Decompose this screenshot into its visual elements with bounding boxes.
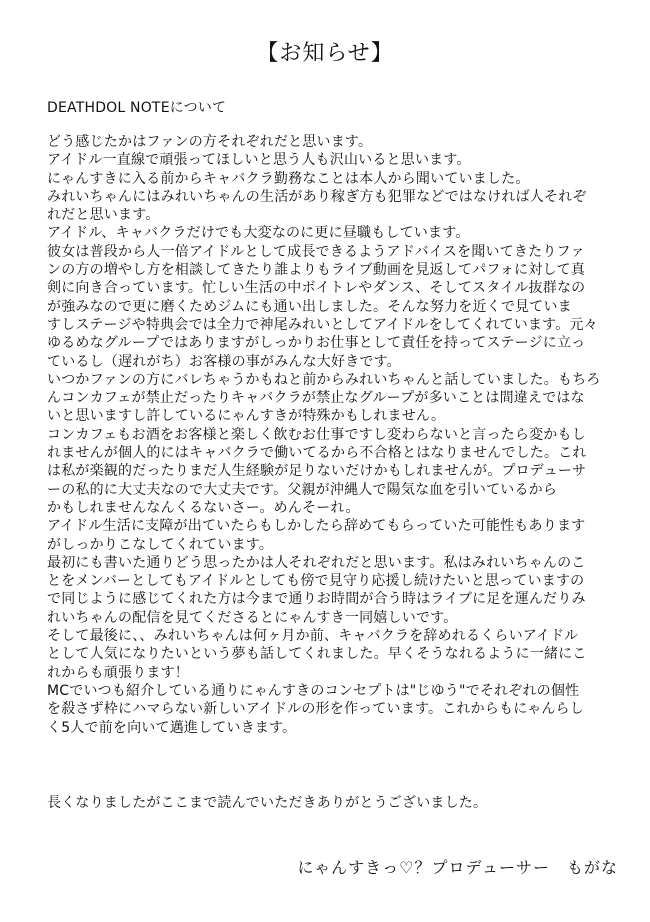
- body-line: んコンカフェが禁止だったりキャバクラが禁止なグループが多いことは間違えではな: [47, 390, 585, 407]
- body-line: がしっかりこなしてくれています。: [47, 536, 274, 553]
- body-line: ーの私的に大丈夫なので大丈夫です。父親が沖縄人で陽気な血を引いているから: [47, 481, 558, 498]
- body-line: みれいちゃんにはみれいちゃんの生活があり稼ぎ方も犯罪などではなければ人それぞ: [47, 188, 587, 205]
- announcement-subject: DEATHDOL NOTEについて: [47, 100, 227, 116]
- body-line: 最初にも書いた通りどう思ったかは人それぞれだと思います。私はみれいちゃんのこ: [47, 554, 586, 571]
- body-line: アイドル、キャバクラだけでも大変なのに更に昼職もしています。: [47, 225, 470, 242]
- body-line: ているし（遅れがち）お客様の事がみんな大好きです。: [47, 353, 401, 370]
- body-line: れだと思います。: [47, 207, 160, 224]
- body-line: で同じように感じてくれた方は今まで通りお時間が合う時はライブに足を運んだりみ: [47, 591, 586, 608]
- closing-line: 長くなりましたがここまで読んでいただきありがとうございました。: [47, 795, 488, 811]
- body-line: いつかファンの方にバレちゃうかもねと前からみれいちゃんと話していました。もちろ: [47, 371, 601, 388]
- body-line: すしステージや特典会では全力で神尾みれいとしてアイドルをしてくれています。元々: [47, 316, 598, 333]
- body-line: 彼女は普段から人一倍アイドルとして成長できるようアドバイスを聞いてきたりファ: [47, 243, 585, 260]
- page-title: 【お知らせ】: [256, 41, 394, 66]
- body-line: 剣に向き合っています。忙しい生活の中ボイトレやダンス、そしてスタイル抜群なの: [47, 280, 586, 297]
- body-line: れからも頑張ります！: [47, 664, 189, 681]
- body-line: いと思いますし許しているにゃんすきが特殊かもしれません。: [47, 408, 446, 425]
- body-line: コンカフェもお酒をお客様と楽しく飲むお仕事ですし変わらないと言ったら変かもし: [47, 426, 586, 443]
- body-line: MCでいつも紹介している通りにゃんすきのコンセプトは"じゆう"でそれぞれの個性: [47, 682, 580, 699]
- body-line: として人気になりたいという夢も話してくれました。早くそうなれるように一緒にこ: [47, 646, 587, 663]
- body-line: れませんが個人的にはキャバクラで働いてるから不合格とはなりませんでした。これ: [47, 445, 587, 462]
- signature: にゃんすきっ♡？プロデューサー もがな: [297, 858, 618, 877]
- body-line: アイドル一直線で頑張ってほしいと思う人も沢山いると思います。: [47, 152, 471, 169]
- body-line: れいちゃんの配信を見てくださるとにゃんすき一同嬉しいです。: [47, 609, 458, 626]
- body-line: ゆるめなグループではありますがしっかりお仕事として責任を持ってステージに立っ: [47, 335, 586, 352]
- body-line: は私が楽観的だったりまだ人生経験が足りないだけかもしれませんが。プロデューサ: [47, 463, 587, 480]
- body-line: どう感じたかはファンの方それぞれだと思います。: [47, 134, 373, 150]
- body-line: そして最後に、、みれいちゃんは何ヶ月か前、キャバクラを辞めれるくらいアイドル: [47, 628, 579, 645]
- body-line: が強みなので更に磨くためジムにも通い出しました。そんな努力を近くで見ていま: [47, 298, 572, 315]
- body-line: ンの方の増やし方を相談してきたり誰よりもライブ動画を見返してパフォに対して真: [47, 262, 586, 279]
- body-line: を殺さず枠にハマらない新しいアイドルの形を作っています。これからもにゃんらし: [47, 701, 584, 718]
- announcement-body: [47, 133, 619, 737]
- body-line: く5人で前を向いて邁進していきます。: [47, 719, 297, 736]
- body-line: にゃんすきに入る前からキャバクラ勤務なことは本人から聞いていました。: [47, 170, 530, 187]
- body-line: かもしれませんなんくるないさー。めんそーれ。: [47, 499, 360, 516]
- body-line: とをメンバーとしてもアイドルとしても傍で見守り応援し続けたいと思っていますの: [47, 573, 585, 590]
- body-line: アイドル生活に支障が出ていたらもしかしたら辞めてもらっていた可能性もあります: [47, 518, 586, 535]
